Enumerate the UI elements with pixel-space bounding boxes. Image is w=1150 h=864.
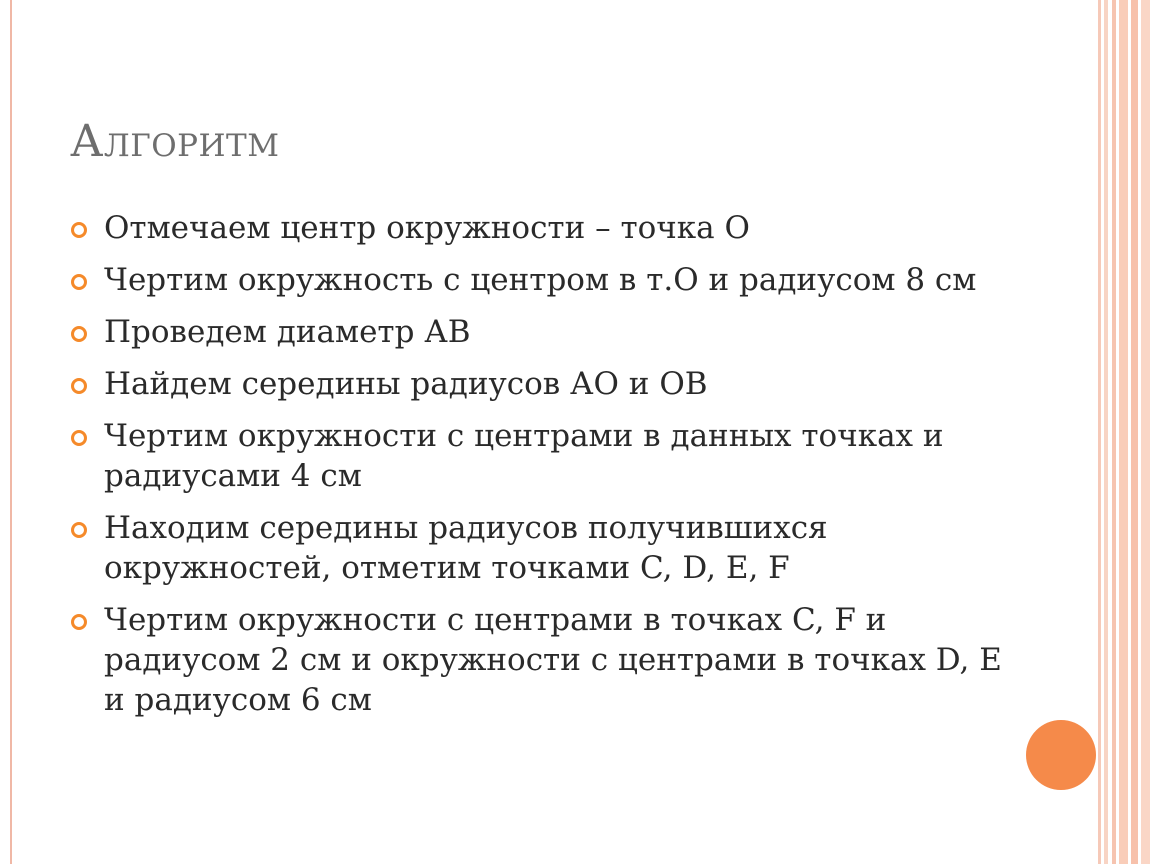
stripe bbox=[1131, 0, 1138, 864]
bullet-circle-icon bbox=[71, 430, 87, 446]
right-decorative-stripes bbox=[1098, 0, 1150, 864]
list-item-text: Чертим окружность с центром в т.О и радиусом 8 см bbox=[104, 262, 977, 298]
bullet-list bbox=[104, 208, 1004, 732]
list-item bbox=[104, 508, 1004, 588]
bullet-circle-icon bbox=[71, 326, 87, 342]
list-item-text: Отмечаем центр окружности – точка О bbox=[104, 210, 750, 246]
bullet-circle-icon bbox=[71, 378, 87, 394]
orange-circle-decoration bbox=[1026, 720, 1096, 790]
list-item-text: Чертим окружности с центрами в данных точках и радиусами 4 см bbox=[104, 418, 944, 494]
stripe bbox=[1119, 0, 1128, 864]
list-item-text: Найдем середины радиусов АО и ОВ bbox=[104, 366, 708, 402]
bullet-circle-icon bbox=[71, 522, 87, 538]
list-item bbox=[104, 312, 1004, 352]
stripe bbox=[1112, 0, 1116, 864]
list-item bbox=[104, 600, 1004, 720]
list-item-text: Находим середины радиусов получившихся окружностей, отметим точками C, D, E, F bbox=[104, 510, 828, 586]
left-border-line bbox=[10, 0, 12, 864]
list-item bbox=[104, 416, 1004, 496]
stripe bbox=[1098, 0, 1101, 864]
list-item bbox=[104, 208, 1004, 248]
bullet-circle-icon bbox=[71, 614, 87, 630]
stripe bbox=[1104, 0, 1108, 864]
list-item-text: Чертим окружности с центрами в точках C, F и радиусом 2 см и окружности с центрами в точках D, E и радиусом 6 см bbox=[104, 602, 1002, 718]
stripe bbox=[1141, 0, 1150, 864]
list-item bbox=[104, 260, 1004, 300]
list-item-text: Проведем диаметр АВ bbox=[104, 314, 471, 350]
list-item bbox=[104, 364, 1004, 404]
slide-title: Алгоритм bbox=[70, 116, 280, 167]
bullet-circle-icon bbox=[71, 222, 87, 238]
bullet-circle-icon bbox=[71, 274, 87, 290]
